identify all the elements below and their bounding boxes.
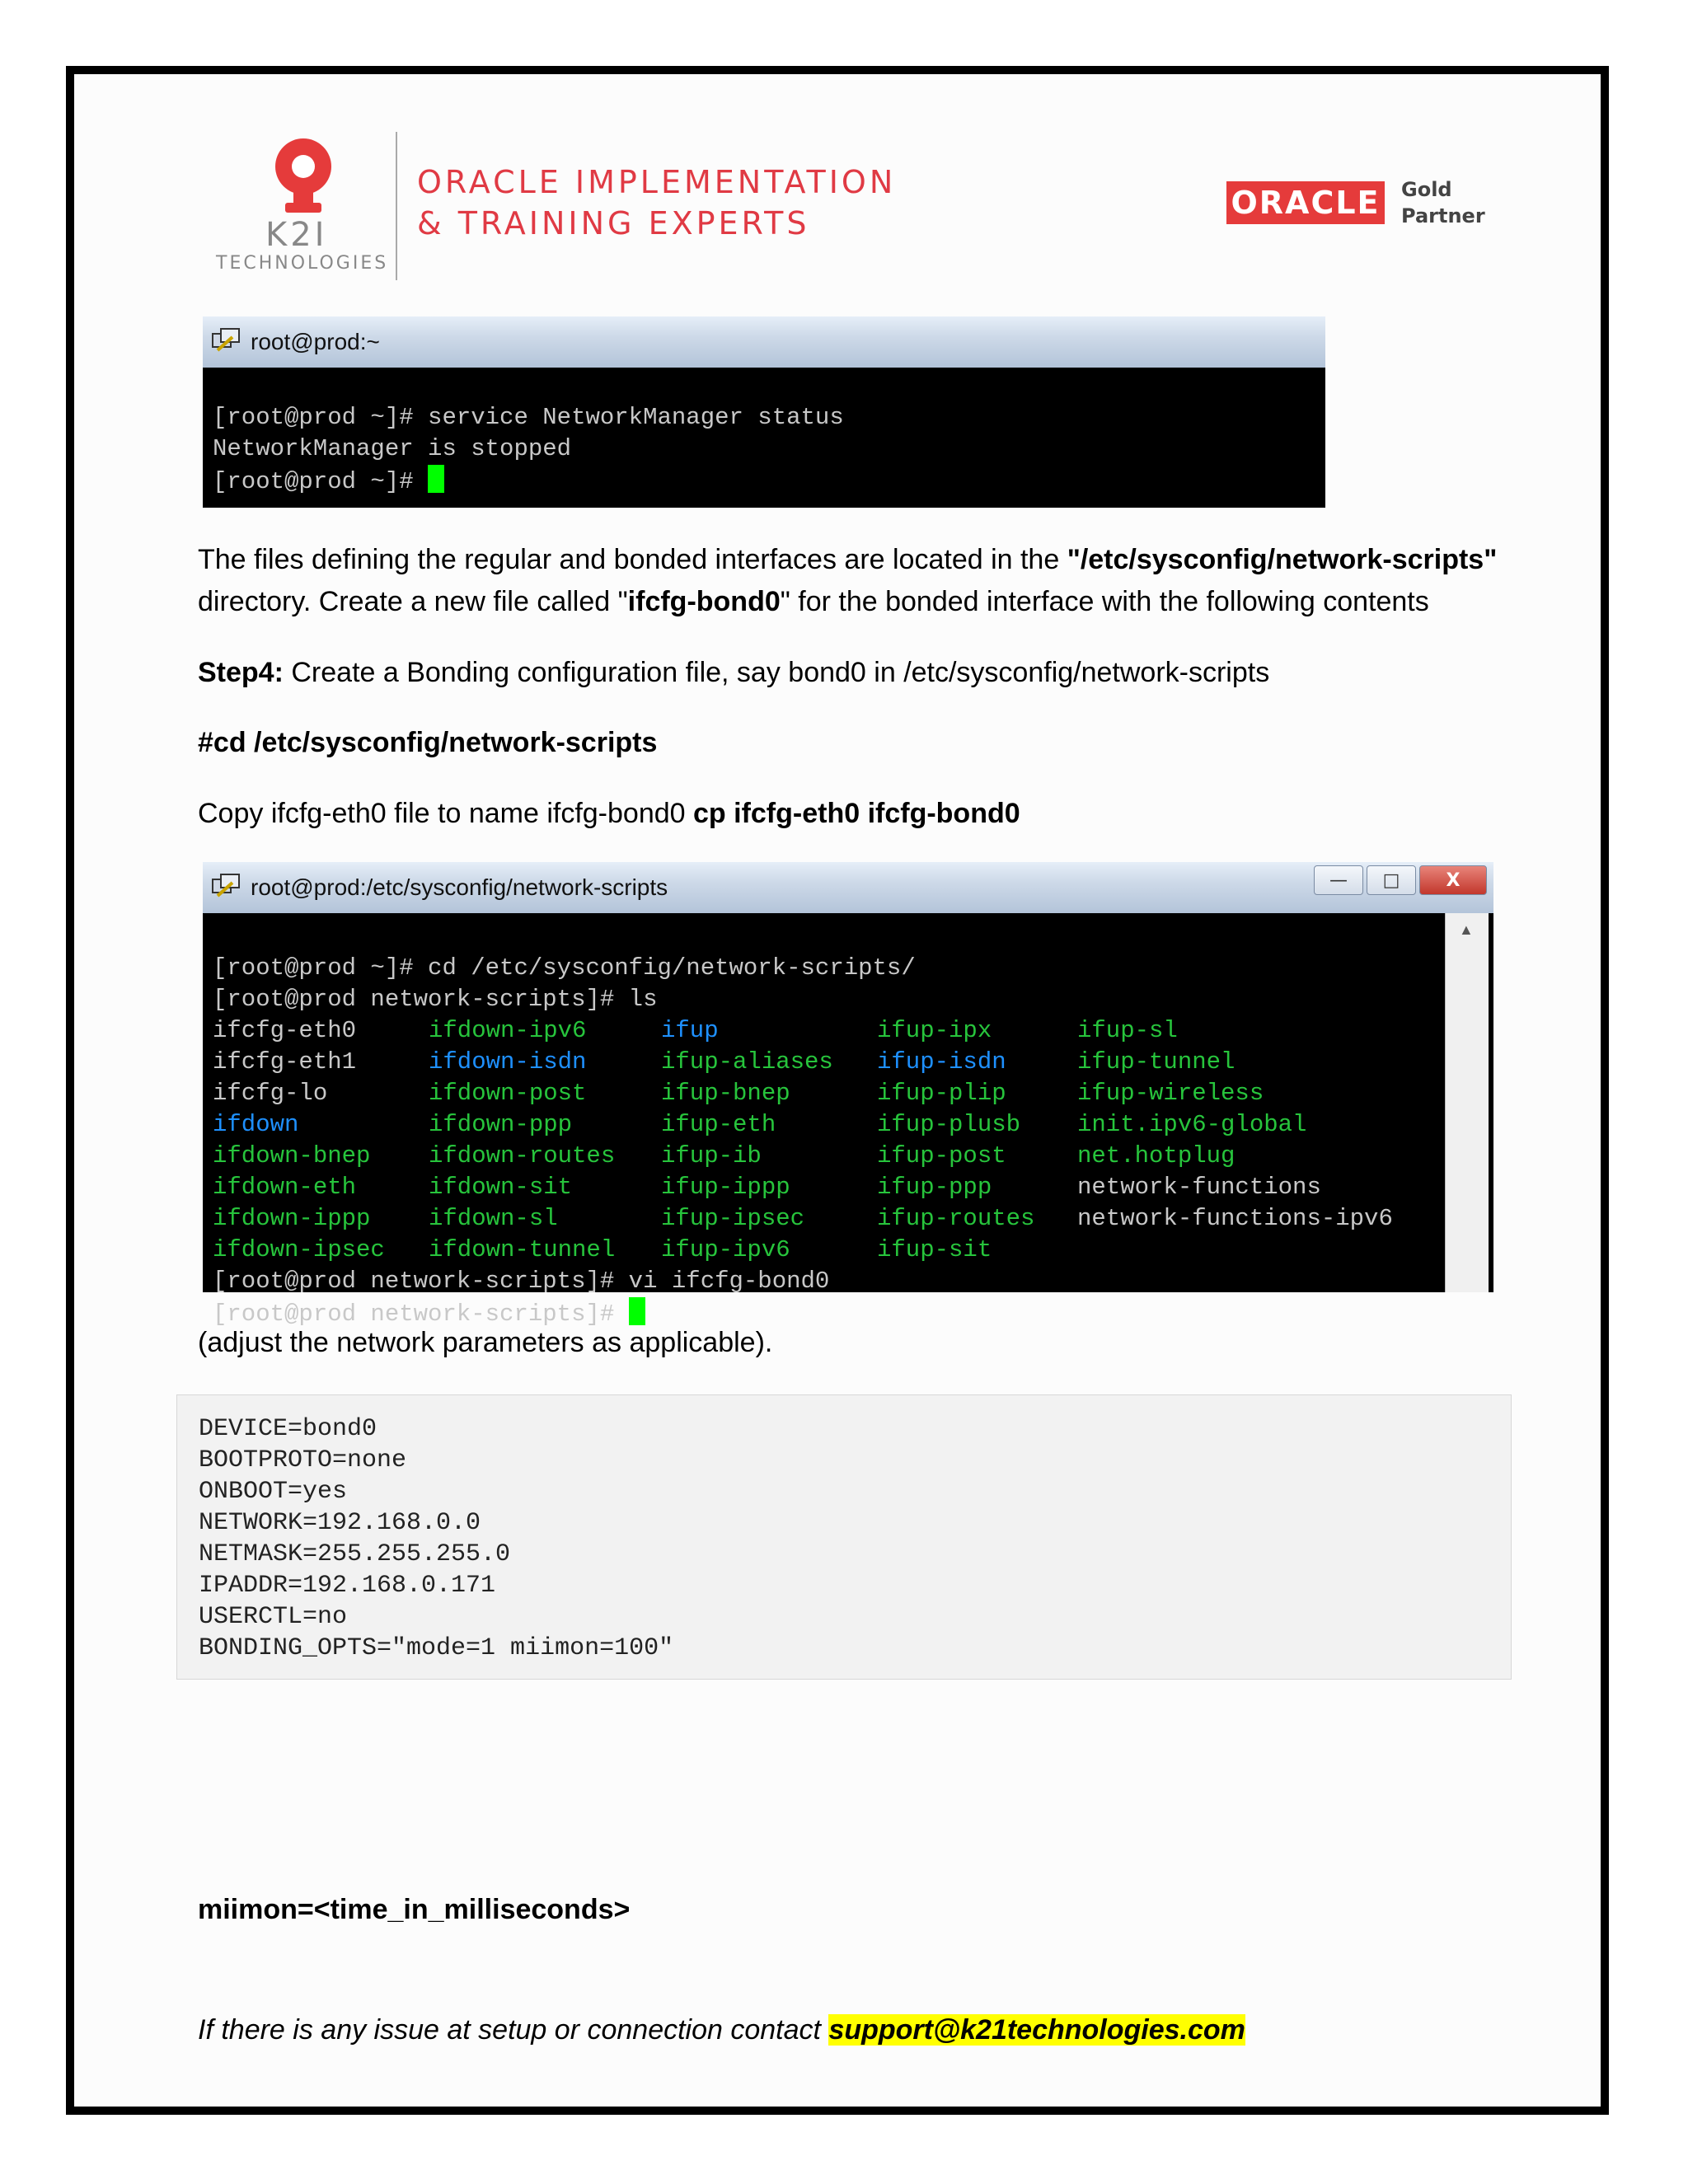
terminal-titlebar[interactable]: [203, 316, 1325, 368]
terminal-prompt: [root@prod network-scripts]#: [213, 1301, 629, 1328]
terminal-output[interactable]: [208, 913, 1444, 1328]
file-entry: ifdown-tunnel: [429, 1236, 616, 1263]
tagline-line-1: ORACLE IMPLEMENTATION: [417, 164, 897, 200]
step4-label: Step4:: [198, 657, 284, 688]
paragraph-text: The files defining the regular and bonded interfaces are located in the: [198, 544, 1067, 575]
file-entry: ifup-ippp: [661, 1174, 790, 1201]
cd-command-text: #cd /etc/sysconfig/network-scripts: [198, 727, 658, 758]
file-entry: ifup-eth: [661, 1111, 776, 1138]
file-entry: net.hotplug: [1077, 1142, 1236, 1169]
terminal-line: NetworkManager is stopped: [213, 435, 572, 462]
partner-label: [1401, 176, 1485, 229]
config-line: ONBOOT=yes: [199, 1478, 348, 1506]
file-entry: ifup-ipv6: [661, 1236, 790, 1263]
copy-text: Copy ifcfg-eth0 file to name ifcfg-bond0: [198, 798, 693, 829]
file-entry: ifup-ib: [661, 1142, 762, 1169]
paragraph-text: " for the bonded interface with the following contents: [780, 586, 1429, 617]
file-entry: ifup-bnep: [661, 1080, 790, 1107]
config-line: IPADDR=192.168.0.171: [199, 1572, 496, 1600]
step4-paragraph: [198, 652, 1269, 694]
copy-command: cp ifcfg-eth0 ifcfg-bond0: [693, 798, 1020, 829]
config-code-block: [176, 1394, 1512, 1680]
file-entry: ifup-routes: [877, 1205, 1035, 1232]
adjust-note: (adjust the network parameters as applicable).: [198, 1327, 773, 1358]
file-entry: ifup: [661, 1017, 719, 1044]
file-entry: ifdown-sl: [429, 1205, 558, 1232]
file-entry: ifdown-ipsec: [213, 1236, 385, 1263]
minimize-button[interactable]: —: [1314, 865, 1363, 895]
file-entry: network-functions-ipv6: [1077, 1205, 1393, 1232]
file-entry: init.ipv6-global: [1077, 1111, 1307, 1138]
putty-icon: [209, 326, 242, 359]
window-controls: [1314, 865, 1487, 895]
config-line: USERCTL=no: [199, 1603, 348, 1631]
header-divider: [396, 132, 397, 280]
terminal-line: [root@prod ~]# cd /etc/sysconfig/network-scripts/: [213, 954, 916, 982]
terminal-window-2: [203, 862, 1493, 1328]
partner-line-1: Gold: [1401, 178, 1452, 201]
close-button[interactable]: X: [1419, 865, 1487, 895]
terminal-cursor: [428, 465, 444, 493]
step4-text: Create a Bonding configuration file, say bond0 in /etc/sysconfig/network-scripts: [283, 657, 1270, 688]
footer-text: If there is any issue at setup or connection contact: [198, 2014, 829, 2046]
file-entry: network-functions: [1077, 1174, 1321, 1201]
file-entry: ifup-sit: [877, 1236, 992, 1263]
terminal-titlebar[interactable]: [203, 862, 1493, 913]
file-entry: ifup-sl: [1077, 1017, 1178, 1044]
paragraph-text: directory. Create a new file called ": [198, 586, 628, 617]
terminal-window-1: [203, 316, 1325, 508]
miimon-heading: [198, 1889, 630, 1931]
miimon-text: miimon=<time_in_milliseconds>: [198, 1894, 631, 1925]
file-entry: ifup-ppp: [877, 1174, 992, 1201]
terminal-title: root@prod:~: [251, 329, 380, 354]
config-line: DEVICE=bond0: [199, 1415, 377, 1443]
file-entry: ifdown-routes: [429, 1142, 616, 1169]
file-entry: ifdown-post: [429, 1080, 587, 1107]
terminal-cursor: [629, 1297, 645, 1325]
cd-command: [198, 722, 657, 764]
terminal-prompt: [root@prod ~]#: [213, 468, 429, 495]
file-entry: ifdown-sit: [429, 1174, 573, 1201]
tagline-line-2: & TRAINING EXPERTS: [417, 205, 810, 241]
partner-line-2: Partner: [1401, 204, 1485, 227]
file-entry: ifup-plip: [877, 1080, 1006, 1107]
ls-output: [213, 1015, 1444, 1266]
config-line: NETMASK=255.255.255.0: [199, 1540, 511, 1568]
tagline: [417, 162, 896, 244]
config-line: BOOTPROTO=none: [199, 1446, 407, 1474]
file-entry: ifdown: [213, 1111, 299, 1138]
copy-paragraph: [198, 793, 1020, 835]
file-entry: ifup-isdn: [877, 1048, 1006, 1076]
terminal-output[interactable]: [208, 368, 1320, 508]
terminal-line: [root@prod ~]# service NetworkManager status: [213, 404, 844, 431]
file-entry: ifup-plusb: [877, 1111, 1021, 1138]
file-entry: ifdown-isdn: [429, 1048, 587, 1076]
terminal-line: [root@prod network-scripts]# ls: [213, 986, 658, 1013]
file-entry: ifup-ipsec: [661, 1205, 805, 1232]
file-entry: ifdown-ippp: [213, 1205, 371, 1232]
maximize-button[interactable]: □: [1367, 865, 1416, 895]
terminal-line: [root@prod network-scripts]# vi ifcfg-bond0: [213, 1268, 830, 1295]
config-line: BONDING_OPTS="mode=1 miimon=100": [199, 1634, 674, 1662]
terminal-title: root@prod:/etc/sysconfig/network-scripts: [251, 874, 668, 900]
file-entry: ifcfg-lo: [213, 1080, 328, 1107]
file-entry: ifdown-bnep: [213, 1142, 371, 1169]
file-entry: ifdown-ipv6: [429, 1017, 587, 1044]
scroll-up-arrow-icon[interactable]: ▲: [1459, 921, 1474, 938]
file-entry: ifup-ipx: [877, 1017, 992, 1044]
paragraph-network-scripts: [198, 539, 1517, 623]
config-line: NETWORK=192.168.0.0: [199, 1509, 481, 1537]
file-entry: ifdown-ppp: [429, 1111, 573, 1138]
filename-text: ifcfg-bond0: [627, 586, 781, 617]
file-entry: ifup-tunnel: [1077, 1048, 1236, 1076]
file-entry: [1077, 1235, 1423, 1266]
file-entry: ifup-post: [877, 1142, 1006, 1169]
logo-text: K2I: [265, 216, 328, 254]
support-email-link[interactable]: support@k21technologies.com: [828, 2014, 1245, 2046]
scrollbar[interactable]: [1445, 913, 1489, 1292]
logo-subtext: TECHNOLOGIES: [216, 253, 389, 274]
oracle-logo: ORACLE: [1226, 181, 1385, 224]
file-entry: ifcfg-eth0: [213, 1017, 357, 1044]
path-text: "/etc/sysconfig/network-scripts": [1067, 544, 1498, 575]
footer-contact: [198, 2009, 1245, 2051]
file-entry: ifdown-eth: [213, 1174, 357, 1201]
putty-icon: [209, 871, 242, 904]
file-entry: ifup-aliases: [661, 1048, 833, 1076]
terminal-prompt-line: [213, 465, 1320, 498]
file-entry: ifup-wireless: [1077, 1080, 1264, 1107]
file-entry: ifcfg-eth1: [213, 1048, 357, 1076]
